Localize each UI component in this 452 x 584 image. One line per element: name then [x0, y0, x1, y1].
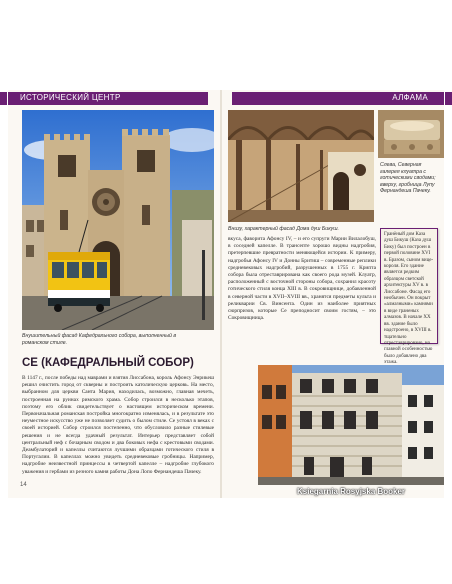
- page-number: 14: [20, 482, 27, 488]
- casa-dos-bicos-photo: [258, 365, 444, 485]
- article-body-right: вкуса, фаворита Афонсу IV, – и его супруги Марии Вилалобуш, в соседней капелле. В трансепте хорошо видны надгробия, претерпевшие превратности меняющейся истории. К примеру, надгробья Афонсу IV и Донны Бритиш – современные реплики средневековых надгробий, разрушенных в 1755 г. Крипта собора была отреставрирована как своего рода музей. Клуатр, расположенный с восточной стороны собора, сохранил красоту готического стиля конца XIII в. В сокровищнице, добавленной в северной части в XVII–XVIII вв., хранятся предметы культа и реликварии Св. Винсента. Один из наиболее приятных сюрпризов, которые Се преподносит своим гостям, – это Сокровищница.: [228, 236, 376, 322]
- left-header-bar: [8, 92, 208, 105]
- left-header-title: ИСТОРИЧЕСКИЙ ЦЕНТР: [20, 93, 121, 102]
- right-edge-tab: [445, 92, 452, 105]
- cathedral-photo: [22, 110, 214, 330]
- article-title: СЕ (КАФЕДРАЛЬНЫЙ СОБОР): [22, 357, 194, 369]
- watermark: Ksiegarnia Rosyjska Booker: [297, 487, 406, 496]
- tomb-caption: Слева, Северная галерея клуатра с готическими сводами; вверху, гробница Лупу Фернандеша Пачеку.: [380, 162, 436, 194]
- cloister-caption: Внизу, характерный фасад Дома душ Бикуш.: [228, 226, 339, 232]
- right-header-title: АЛФАМА: [392, 93, 428, 102]
- left-edge-tab: [0, 92, 7, 105]
- sidebar-text: Гранёный дом Каза душ Бикуш (Каза душ Бику) был построен в первой половине XVI в. Бразом, сыном вице-короля. Его здание является редким образцом светской архитектуры XV в. в Лиссабоне. Фасад его необычен. Он покрыт «алмазными» камнями в виде граненых алмазов. В начале XX вв. здание было надстроено, в XVIII в. тщательно отреставрировано, но главной особенностью было добавлено два этажа.: [384, 232, 434, 366]
- sidebar-box: [380, 228, 438, 366]
- cathedral-caption: Внушительный фасад Кафедрального собора, выполненный в романском стиле.: [22, 333, 177, 346]
- tomb-photo: [378, 110, 444, 158]
- book-gutter: [220, 90, 222, 498]
- article-body-left: В 1147 г., после победы над маврами и взятия Лиссабона, король Афонсу Энрикеш решил очистить город от скверны и построить католическую церковь. На место, выбранном для церкви Санта Мария, находилась, возможно, главная мечеть, построенная на руинах римского храма. Собор строился в несколько этапов, поэтому его облик свидетельствует о настоящем историческом времени. Первоначальная романская постройка многократно изменялась, и в результате это неуместное искусство уже не позволяет судить о былом стиле. Се устоял в веках с своей историей. Собор строился постепенно, что обусловило разные стилевые решения и не всегда удачный результат. Интерьер представляет собой центральный неф с бочарным сводом и два боковых нефа с крестовыми сводами. Деамбулаторий и капеллы считаются лучшими образцами готического стиля в Португалии. В капеллах можно увидеть средневековые гробницы. Например, надгробие неизвестной принцессы в четвертой капелле – надгробие глубокого уважения и гербами из резного камня работы Дона Лопо Фернандеша Пачеку.: [22, 375, 214, 475]
- cloister-photo: [228, 110, 374, 222]
- right-header-bar: [232, 92, 444, 105]
